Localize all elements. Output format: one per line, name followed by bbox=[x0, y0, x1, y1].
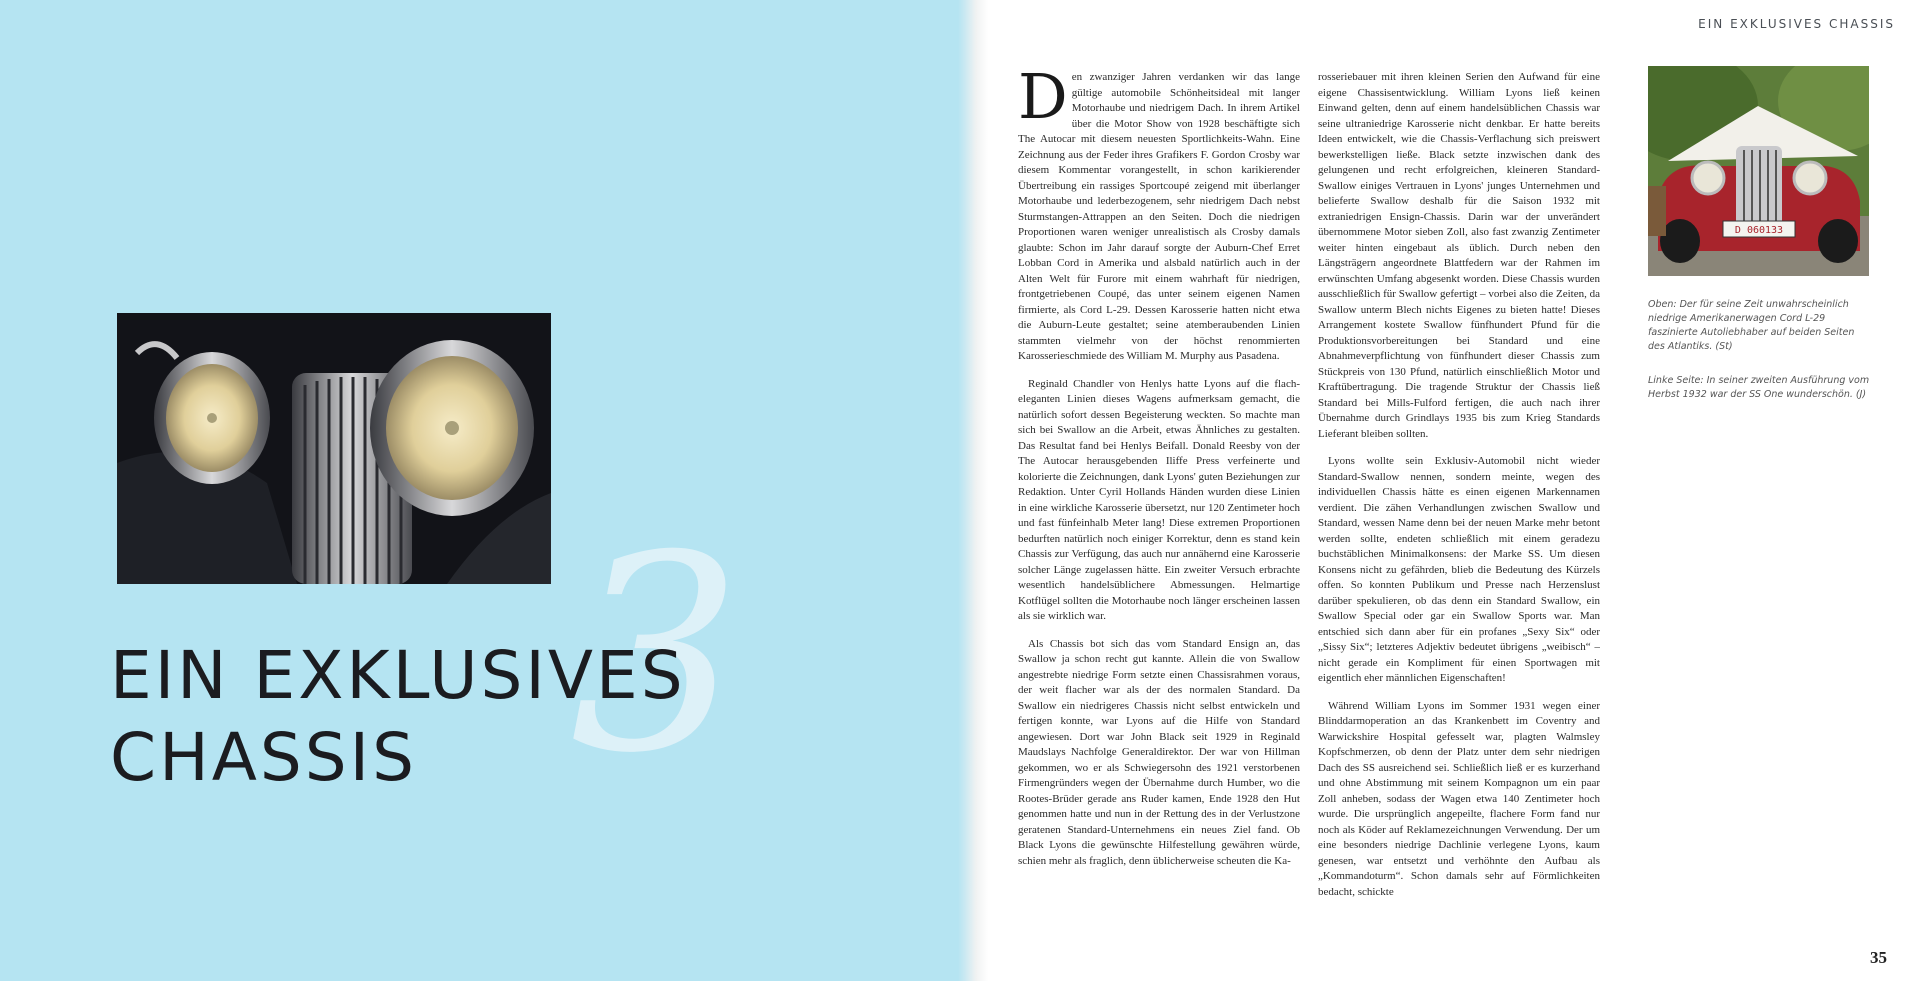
body-paragraph: Reginald Chandler von Henlys hatte Lyons auf die flach-eleganten Linien dieses Wagens aufmerksam gemacht, die natürlich sofort dessen Begeisterung weckten. So machte man sich bei Swallow an die Arbeit, etwas Ähnliches zu gestalten. Das Resultat fand bei Henlys Beifall. Donald Reesby von der The Autocar herausgebenden Iliffe Press verfeinerte und kolorierte die Zeichnungen, dank Lyons' guten Beziehungen zur Redaktion. Unter Cyril Hollands Händen wurden diese Linien in eine wirkliche Karosserie übersetzt, nur 120 Zentimeter hoch und fast fünfeinhalb Meter lang! Diese extremen Proportionen bedurften natürlich noch einiger Korrektur, denn es stand kein Chassis zur Verfügung, das auch nur annähernd eine Karosserie solcher Länge zugelassen hätte. Ein zweiter Versuch erbrachte wesentlich handelsüblichere Abmessungen. Helmartige Kotflügel sollten die Motorhaube noch länger erscheinen lassen als sie wirklich war. bbox=[1018, 377, 1300, 622]
body-paragraph: rosseriebauer mit ihren kleinen Serien den Aufwand für eine eigene Chassisentwicklung. William Lyons ließ keinen Einwand gelten, denn auf einem handelsüblichen Chassis war seine ultraniedrige Karosserie nicht denkbar. Er hatte bereits Ideen entwickelt, wie die Chassis-Verflachung sich preiswert bewerkstelligen ließe. Black setzte inzwischen dank des gelungenen und recht erfolgreichen, kleineren Standard-Swallow einiges Vertrauen in Lyons' junges Unternehmen und belieferte Swallow deshalb für die Saison 1932 mit extraniedrigen Ensign-Chassis. Darin war der unverändert übernommene Motor sieben Zoll, also fast zwanzig Zentimeter weiter hinten eingebaut als üblich. Durch neben den Längsträgern angeordnete Blattfedern war der Rahmen im erwünschten Umfang abgesenkt worden. Diese Chassis wurden ausschließlich für Swallow gefertigt – vorbei also die Zeiten, da Swallow unterm Blech nichts Eigenes zu bieten hatte! Dieses Arrangement kostete Swallow fünfhundert Pfund für die Produktionsvorbereitungen bei Standard und eine Abnahmeverpflichtung von fünfhundert dieser Chassis zum Stückpreis von 130 Pfund, natürlich einschließlich Motor und Kraftübertragung. Die tragende Struktur der Chassis ließ Standard bei Mills-Fulford fertigen, die auch nach ihrer Übernahme durch Grindlays 1935 bis zum Krieg Standards Lieferant bleiben sollten. bbox=[1318, 71, 1600, 440]
book-gutter bbox=[958, 0, 988, 981]
body-paragraph: Als Chassis bot sich das vom Standard Ensign an, das Swallow ja schon recht gut kannte. Allein die von Swallow angestrebte niedrige Form setzte einen Chassisrahmen voraus, der weit flacher war als der des normalen Standard. Da Swallow ein niedrigeres Chassis nicht selbst entwickeln und fertigen konnte, war Lyons auf die Hilfe von Standard angewiesen. Dort war John Black seit 1929 in Reginald Maudslays Nachfolge Generaldirektor. Der war von Hillman gekommen, wo er als Schwiegersohn des 1921 verstorbenen Firmengründers wegen der Übernahme durch Humber, wo die Rootes-Brüder gerade ans Ruder kamen, Ende 1928 den Hut genommen hatte und nun in der Rettung des in der Verlustzone geratenen Standard-Unternehmens ein neues Ziel fand. Ob Black Lyons die gewünschte Hilfestellung gewähren würde, schien mehr als fraglich, denn üblicherweise scheuten die Ka- bbox=[1018, 637, 1300, 867]
page-number: 35 bbox=[1870, 948, 1887, 967]
body-column-2 bbox=[1318, 70, 1600, 928]
caption-bottom: Linke Seite: In seiner zweiten Ausführung vom Herbst 1932 war der SS One wunderschön. (J) bbox=[1648, 375, 1870, 400]
chapter-title-line2: CHASSIS bbox=[110, 719, 418, 796]
body-paragraph bbox=[1018, 70, 1300, 365]
body-paragraph: Lyons wollte sein Exklusiv-Automobil nicht wieder Standard-Swallow nennen, sondern meinte, wegen des individuellen Chassis hätte es einen eigenen Markennamen verdient. Die zähen Verhandlungen zwischen Swallow und Standard, wessen Name denn bei der neuen Marke mehr betont werden sollte, endeten schließlich mit einem geradezu buchstäblichen Minimalkonsens: der Marke SS. Um diesen Konsens nicht zu gefährden, blieb die Bedeutung des Kürzels offen. So konnten Publikum und Presse nach Herzenslust darüber spekulieren, ob das denn ein Standard Swallow, ein Swallow Special oder gar ein Swallow Sports war. Man entschied sich dann aber für ein profanes „Sexy Six“ oder „Sissy Six“; letzteres Adjektiv bedeutet übrigens „weibisch“ – nicht gerade ein Kompliment für einen Sportwagen mit eigentlich eher männlichen Eigenschaften! bbox=[1318, 455, 1600, 684]
cord-car-image bbox=[1648, 66, 1869, 276]
running-head: EIN EXKLUSIVES CHASSIS bbox=[1698, 17, 1895, 31]
license-plate-text: D 060133 bbox=[1734, 225, 1784, 236]
chapter-title-line1: EIN EXKLUSIVES bbox=[110, 637, 686, 714]
body-column-1 bbox=[1018, 70, 1300, 928]
chapter-title bbox=[110, 635, 686, 799]
paragraph-text: en zwanziger Jahren verdanken wir das lange gültige automobile Schönheitsideal mit langer Motorhaube und niedrigem Dach. In ihrem Artikel über die Motor Show von 1928 beschäftigte sich The Autocar mit diesem neuesten Sportlichkeits-Wahn. Eine Zeichnung aus der Feder ihres Grafikers F. Gordon Crosby war diesem Kommentar vorangestellt, in schon karikierender Übertreibung ein rassiges Sportcoupé zeigend mit überlanger Motorhaube und lederbezogenem, sehr niedrigem Dach nebst Sturmstangen-Attrappen an den Seiten. Doch die niedrigen Proportionen waren weniger unrealistisch als Crosby damals glaubte: Schon im Jahr darauf sorgte der Auburn-Chef Erret Lobban Cord in Amerika und alsbald natürlich auch in der Alten Welt für Furore mit einem wahrhaft für niedrigen, frontgetriebenen Coupé, das unter seinem eigenen Namen firmierte, als Cord L-29. Dessen Karosserie hatten nicht etwa die Auburn-Leute gestaltet; seine atemberaubenden Linien stammten vielmehr von der höchst renommierten Karosserieschmiede des William M. Murphy aus Pasadena. bbox=[1018, 71, 1300, 362]
cord-l29-photo bbox=[1648, 66, 1869, 276]
left-page bbox=[0, 0, 958, 981]
drop-cap: D bbox=[1018, 70, 1068, 133]
headlamps-image bbox=[117, 313, 551, 584]
headlamps-photo bbox=[117, 313, 551, 584]
body-paragraph: Während William Lyons im Sommer 1931 wegen einer Blinddarmoperation an das Krankenbett im Coventry and Warwickshire Hospital gefesselt war, plagten Walmsley Kopfschmerzen, ob denn der Platz unter dem sehr niedrigen Dach des SS ausreichend sei. Schließlich ließ er es kurzerhand und ohne Abstimmung mit seinem Kompagnon um ein paar Zoll anheben, sodass der Wagen etwa 140 Zentimeter hoch wurde. Die ursprünglich angepeilte, flachere Form fand nur noch als Köder auf Reklamezeichnungen Verwendung. Der um eine besonders niedrige Dachlinie verlegene Lyons, kaum genesen, war entsetzt und verhöhnte den Aufbau als „Kommandoturm“. Schon damals sehr auf Förmlichkeiten bedacht, schickte bbox=[1318, 699, 1600, 898]
chapter-number: 3 bbox=[570, 497, 742, 812]
caption-top: Oben: Der für seine Zeit unwahrscheinlich niedrige Amerikanerwagen Cord L-29 faszinierte Autoliebhaber auf beiden Seiten des Atlantiks. (St) bbox=[1648, 299, 1855, 352]
